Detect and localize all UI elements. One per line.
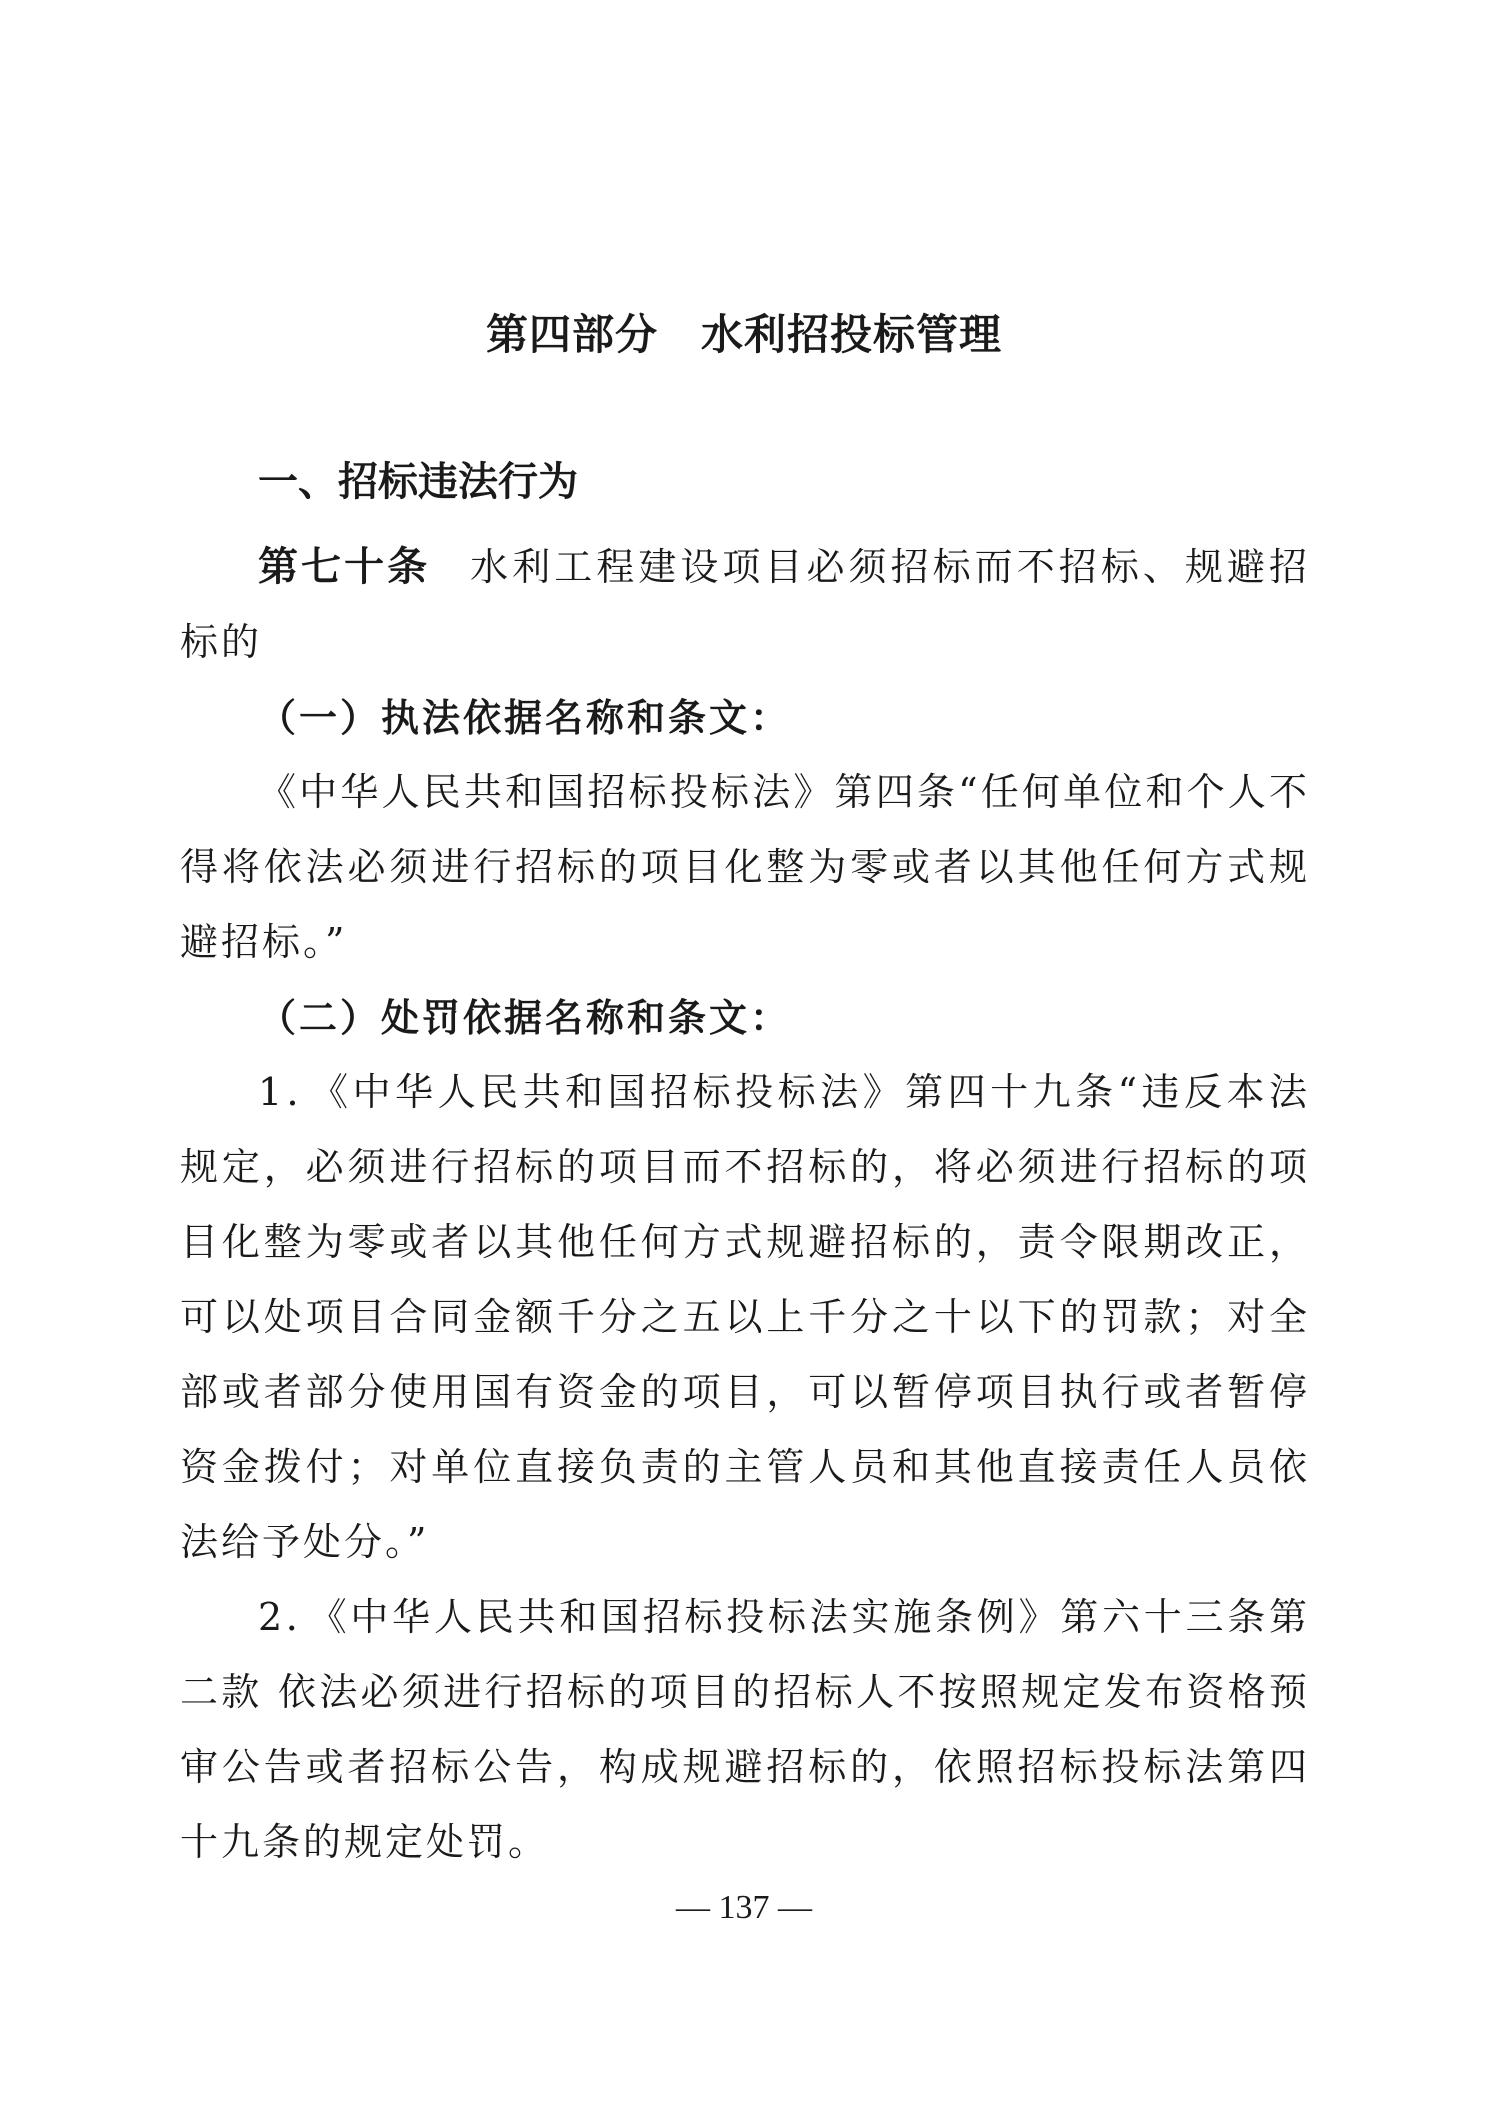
article-text: 水利工程建设项目必须招标而不招标、规避招标的	[180, 545, 1310, 664]
part-title: 第四部分 水利招投标管理	[485, 310, 1002, 359]
article-label: 第七十条	[258, 544, 431, 590]
penalty-heading: （二）处罚依据名称和条文：	[258, 995, 792, 1040]
penalty-item-1: 1．《中华人民共和国招标投标法》第四十九条“违反本法规定，必须进行招标的项目而不招标的，将必须进行招标的项目化整为零或者以其他任何方式规避招标的，责令限期改正，可以处项目合同金额千分之五以上千分之十以下的罚款；对全部或者部分使用国有资金的项目，可以暂停项目执行或者暂停资金拨付；对单位直接负责的主管人员和其他直接责任人员依法给予处分。”	[180, 1070, 1310, 1564]
basis-text: 《中华人民共和国招标投标法》第四条“任何单位和个人不得将依法必须进行招标的项目化整为零或者以其他任何方式规避招标。”	[180, 770, 1310, 964]
page-number: — 137 —	[676, 1889, 812, 1926]
penalty-item-2: 2．《中华人民共和国招标投标法实施条例》第六十三条第二款 依法必须进行招标的项目的招标人不按照规定发布资格预审公告或者招标公告，构成规避招标的，依照招标投标法第四十九条的规定处罚。	[180, 1595, 1310, 1864]
document-body	[180, 530, 1310, 1880]
article-paragraph	[180, 530, 1310, 680]
basis-heading: （一）执法依据名称和条文：	[258, 695, 792, 740]
section-title: 一、招标违法行为	[258, 459, 578, 505]
